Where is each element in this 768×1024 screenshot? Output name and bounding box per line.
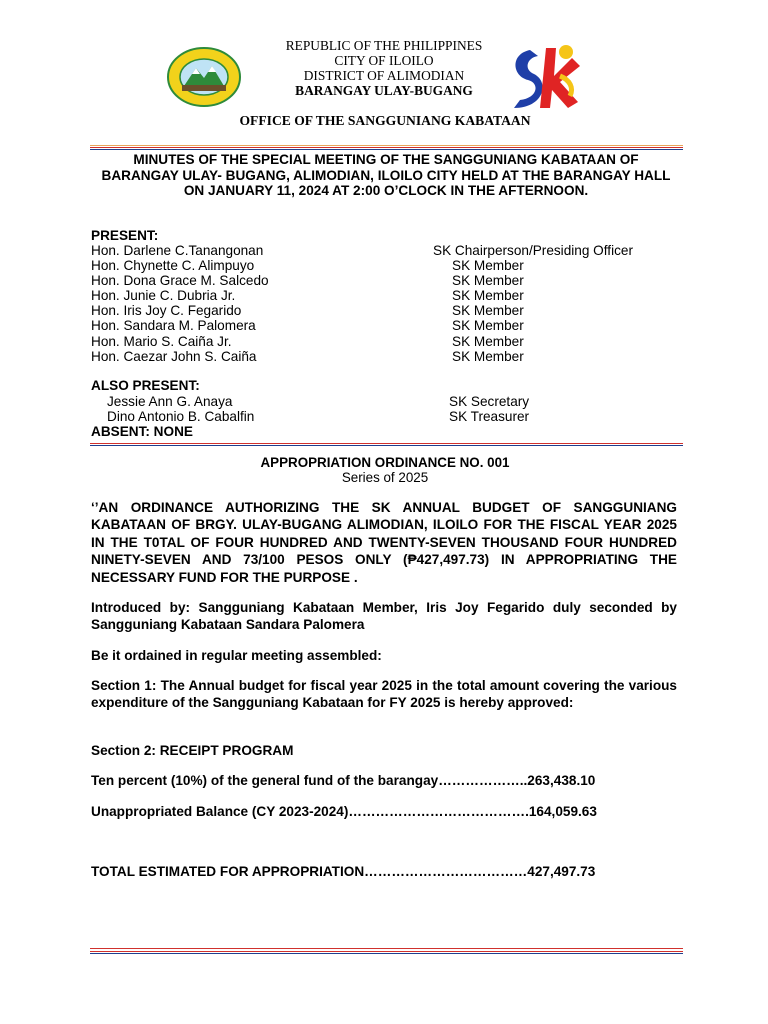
footer-rule-blue bbox=[90, 953, 683, 954]
member-name: Hon. Sandara M. Palomera bbox=[91, 318, 256, 334]
ordinance-series: Series of 2025 bbox=[341, 470, 429, 485]
header-rule-orange bbox=[90, 145, 683, 146]
header-rule-red bbox=[90, 147, 683, 148]
member-role: SK Member bbox=[452, 273, 524, 289]
member-name: Hon. Iris Joy C. Fegarido bbox=[91, 303, 242, 319]
absent-label: ABSENT: NONE bbox=[91, 424, 193, 439]
introduced-by: Introduced by: Sangguniang Kabataan Member, Iris Joy Fegarido duly seconded by Sangguniang Kabataan Sandara Palomera bbox=[91, 600, 677, 633]
ordinance-title: APPROPRIATION ORDINANCE NO. 001 bbox=[260, 455, 510, 470]
member-role: SK Member bbox=[452, 333, 524, 349]
member-name: Hon. Mario S. Caiña Jr. bbox=[91, 333, 232, 349]
sk-logo bbox=[500, 36, 590, 116]
header-rule-blue bbox=[90, 149, 683, 150]
section-2: Section 2: RECEIPT PROGRAM bbox=[91, 743, 294, 758]
member-name: Hon. Darlene C.Tanangonan bbox=[91, 243, 264, 258]
member-name: Hon. Junie C. Dubria Jr. bbox=[91, 288, 236, 304]
ordained-statement: Be it ordained in regular meeting assembled: bbox=[91, 648, 382, 663]
letterhead-block bbox=[250, 38, 518, 98]
member-role: SK Member bbox=[452, 348, 524, 364]
member-role: SK Member bbox=[452, 288, 524, 304]
member-name: Dino Antonio B. Cabalfin bbox=[107, 409, 255, 425]
member-role: SK Treasurer bbox=[449, 409, 530, 425]
receipt-line: Unappropriated Balance (CY 2023-2024)………………………………….164,059.63 bbox=[91, 804, 597, 819]
section-1: Section 1: The Annual budget for fiscal year 2025 in the total amount covering the various expenditure of the Sangguniang Kabataan for FY 2025 is hereby approved: bbox=[91, 678, 677, 711]
member-name: Hon. Chynette C. Alimpuyo bbox=[91, 258, 255, 274]
also-present-label: ALSO PRESENT: bbox=[91, 378, 200, 393]
member-name: Hon. Caezar John S. Caiña bbox=[91, 348, 257, 364]
member-name: Hon. Dona Grace M. Salcedo bbox=[91, 273, 269, 289]
ordinance-heading: ‘’AN ORDINANCE AUTHORIZING THE SK ANNUAL BUDGET OF SANGGUNIANG KABATAAN OF BRGY. ULAY-BUGANG ALIMODIAN, ILOILO FOR THE FISCAL YEAR 2025 IN THE T0TAL OF FOUR HUNDRED AND TWENTY-SEVEN THOUSAND FOUR HUNDRED NINETY-SEVEN AND 73/100 PESOS ONLY (₱427,497.73) IN APPROPRIATING THE NECESSARY FUND FOR THE PURPOSE . bbox=[91, 500, 677, 585]
member-role: SK Secretary bbox=[449, 394, 530, 409]
present-label: PRESENT: bbox=[91, 228, 159, 243]
receipt-line: Ten percent (10%) of the general fund of the barangay………………..263,438.10 bbox=[91, 773, 596, 788]
barangay-seal-logo bbox=[166, 46, 242, 108]
total-appropriation: TOTAL ESTIMATED FOR APPROPRIATION………………………………427,497.73 bbox=[91, 864, 596, 879]
member-role: SK Member bbox=[452, 258, 524, 274]
divider-rule-red bbox=[90, 443, 683, 444]
divider-rule-blue bbox=[90, 445, 683, 446]
letterhead-line-1: REPUBLIC OF THE PHILIPPINES bbox=[285, 38, 483, 53]
member-role: SK Member bbox=[452, 303, 524, 319]
letterhead-line-2: CITY OF ILOILO bbox=[334, 53, 434, 68]
footer-rule-red bbox=[90, 948, 683, 949]
letterhead-line-4: BARANGAY ULAY-BUGANG bbox=[295, 83, 473, 98]
letterhead-line-3: DISTRICT OF ALIMODIAN bbox=[303, 68, 465, 83]
member-role: SK Member bbox=[452, 318, 524, 334]
member-role: SK Chairperson/Presiding Officer bbox=[433, 243, 633, 258]
office-heading: OFFICE OF THE SANGGUNIANG KABATAAN bbox=[239, 113, 531, 128]
footer-rule-red-2 bbox=[90, 951, 683, 952]
minutes-title: MINUTES OF THE SPECIAL MEETING OF THE SANGGUNIANG KABATAAN OF BARANGAY ULAY- BUGANG, ALIMODIAN, ILOILO CITY HELD AT THE BARANGAY HALL ON JANUARY 11, 2024 AT 2:00 O’CLOCK IN THE AFTERNOON. bbox=[101, 152, 671, 198]
member-name: Jessie Ann G. Anaya bbox=[107, 394, 233, 409]
